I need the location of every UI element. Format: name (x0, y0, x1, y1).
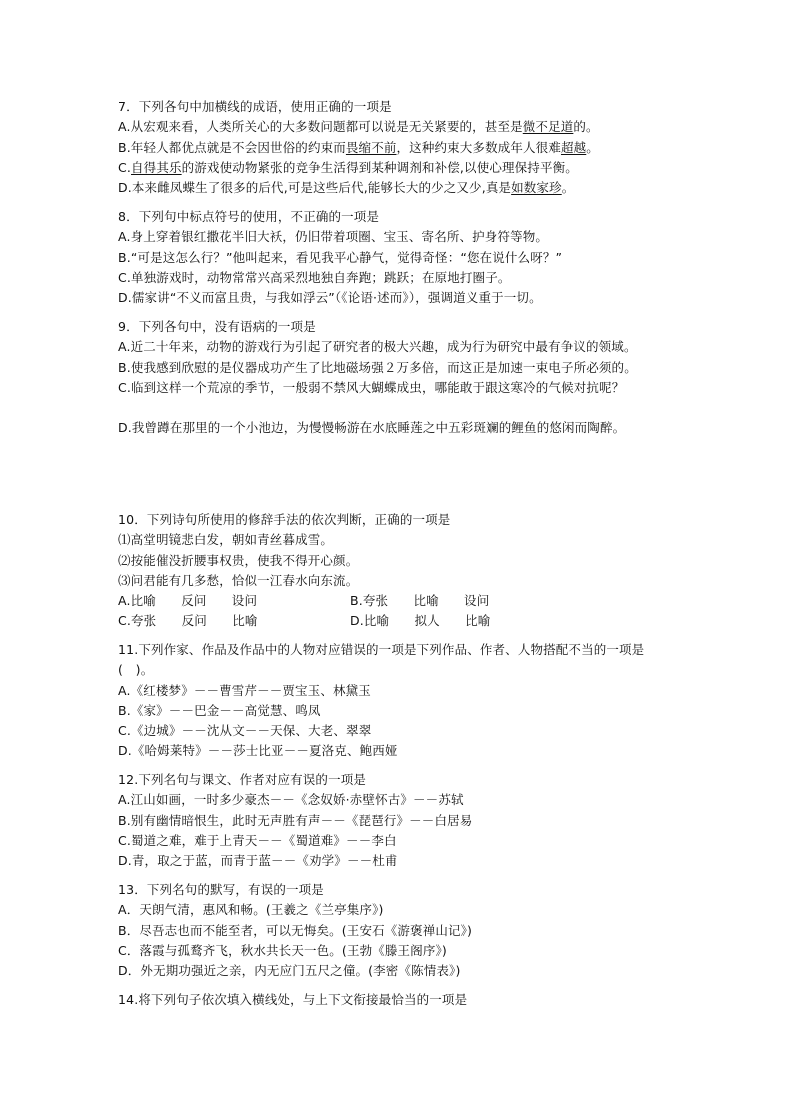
question-12 (118, 770, 688, 871)
option-c: C.《边城》－－沈从文－－天保、大老、翠翠 (118, 723, 372, 739)
question-stem: 7．下列各句中加横线的成语，使用正确的一项是 (118, 99, 392, 114)
question-10 (118, 510, 688, 632)
option-c: C.临到这样一个荒凉的季节，一般弱不禁风大蝴蝶成虫，哪能敢于跟这寒冷的气候对抗呢？ (118, 379, 625, 395)
question-7 (118, 97, 688, 198)
question-stem: 8．下列句中标点符号的使用，不正确的一项是 (118, 209, 380, 224)
option-row-1 (118, 591, 688, 611)
option-d: D.我曾蹲在那里的一个小池边，为慢慢畅游在水底睡莲之中五彩斑斓的鲤鱼的悠闲而陶醉。 (118, 420, 626, 436)
option-d: D.《哈姆莱特》－－莎士比亚－－夏洛克、鲍西娅 (118, 743, 398, 759)
option-a: A.比喻 反问 设问 (118, 593, 258, 609)
option-c: C.蜀道之难，难于上青天－－《蜀道难》－－李白 (118, 832, 397, 848)
question-stem: 11.下列作家、作品及作品中的人物对应错误的一项是下列作品、作者、人物搭配不当的一项是( )。 (118, 642, 645, 678)
option-b: B.“可是这怎么行？”他叫起来，看见我平心静气，觉得奇怪：“您在说什么呀？” (118, 249, 563, 265)
option-b: B.使我感到欣慰的是仪器成功产生了比地磁场强２万多倍，而这正是加速一束电子所必须的。 (118, 359, 637, 375)
option-text: ，这种约束大多数成年人很难 (396, 139, 561, 155)
question-stem: 13．下列名句的默写，有误的一项是 (118, 882, 324, 897)
option-text: C. (118, 159, 132, 175)
option-c: C．落霞与孤鹜齐飞，秋水共长天一色。(王勃《滕王阁序》) (118, 942, 447, 958)
poem-line-3: ⑶问君能有几多愁，恰似一江春水向东流。 (118, 572, 359, 588)
question-14 (118, 990, 688, 1010)
option-text: 。 (561, 180, 575, 196)
option-text: A.从宏观来看，人类所关心的大多数问题都可以说是无关紧要的，甚至是 (118, 119, 523, 135)
poem-line-1: ⑴高堂明镜悲白发，朝如青丝暮成雪。 (118, 532, 334, 548)
question-9 (118, 317, 688, 438)
underlined-idiom: 如数家珍 (511, 180, 562, 196)
underlined-idiom: 微不足道 (522, 119, 574, 135)
option-d (118, 178, 688, 198)
question-11 (118, 640, 688, 762)
question-stem: 12.下列名句与课文、作者对应有误的一项是 (118, 772, 367, 787)
underlined-idiom: 自得其乐 (131, 159, 182, 175)
option-c (118, 158, 688, 178)
option-d: D.儒家讲“不义而富且贵，与我如浮云”（《论语·述而》），强调道义重于一切。 (118, 290, 542, 306)
question-13 (118, 880, 688, 981)
poem-line-2: ⑵按能催没折腰事权贵，使我不得开心颜。 (118, 552, 359, 568)
option-d: D.青，取之于蓝，而青于蓝－－《劝学》－－杜甫 (118, 853, 398, 869)
option-a: A.近二十年来，动物的游戏行为引起了研究者的极大兴趣，成为行为研究中最有争议的领域。 (118, 339, 637, 355)
option-c: C.单独游戏时，动物常常兴高采烈地独自奔跑；跳跃；在原地打圈子。 (118, 269, 511, 285)
question-stem: 14.将下列句子依次填入横线处，与上下文衔接最恰当的一项是 (118, 992, 468, 1007)
question-stem: 10．下列诗句所使用的修辞手法的依次判断，正确的一项是 (118, 512, 451, 527)
option-a: A．天朗气清，惠风和畅。(王羲之《兰亭集序》) (118, 902, 384, 918)
option-text: B.年轻人都优点就是不会因世俗的约束而 (118, 139, 346, 155)
option-text: D.本来雌凤蝶生了很多的后代,可是这些后代,能够长大的少之又少,真是 (118, 180, 512, 196)
option-d: D.比喻 拟人 比喻 (350, 613, 491, 629)
option-row-2 (118, 611, 688, 631)
underlined-word: 超越 (560, 139, 587, 155)
question-stem: 9．下列各句中，没有语病的一项是 (118, 319, 316, 334)
option-text: 的。 (573, 119, 599, 135)
option-c: C.夸张 反问 比喻 (118, 613, 258, 629)
underlined-idiom: 畏缩不前 (345, 139, 397, 155)
option-text: 。 (586, 139, 599, 155)
option-a: A.江山如画，一时多少豪杰－－《念奴娇·赤壁怀古》－－苏轼 (118, 792, 464, 808)
option-b (118, 138, 688, 158)
question-8 (118, 207, 688, 308)
option-a: A.身上穿着银红撒花半旧大袄，仍旧带着项圈、宝玉、寄名所、护身符等物。 (118, 229, 549, 245)
option-b: B.《家》－－巴金－－高觉慧、鸣凤 (118, 702, 321, 718)
option-b: B.夸张 比喻 设问 (350, 593, 490, 609)
option-b: B.别有幽情暗恨生，此时无声胜有声－－《琵琶行》－－白居易 (118, 812, 473, 828)
option-d: D．外无期功强近之亲，内无应门五尺之僮。(李密《陈情表》) (118, 963, 461, 979)
option-a: A.《红楼梦》－－曹雪芹－－贾宝玉、林黛玉 (118, 682, 371, 698)
option-b: B．尽吾志也而不能至者，可以无悔矣。(王安石《游褒禅山记》) (118, 922, 473, 938)
option-a (118, 117, 688, 137)
option-text: 的游戏使动物紧张的竞争生活得到某种调剂和补偿,以使心理保持平衡。 (181, 159, 578, 175)
